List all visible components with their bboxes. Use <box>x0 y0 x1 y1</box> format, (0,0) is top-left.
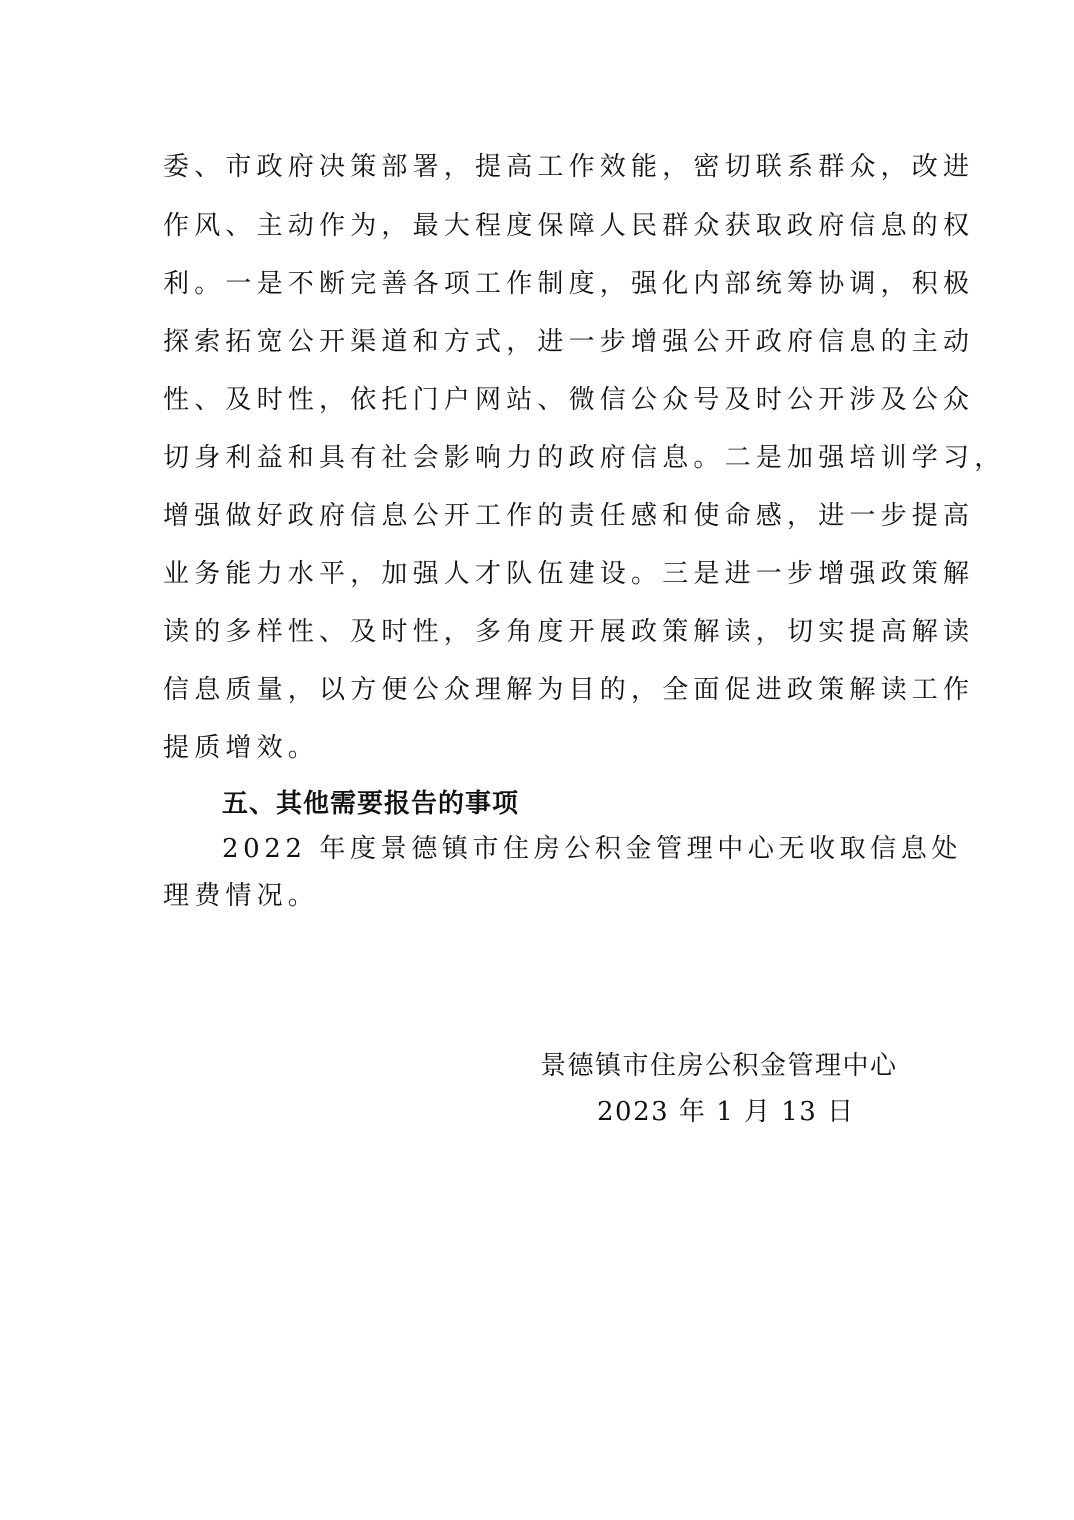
paragraph-line: 切身利益和具有社会影响力的政府信息。二是加强培训学习， <box>163 443 1006 473</box>
paragraph-line: 增强做好政府信息公开工作的责任感和使命感，进一步提高 <box>163 501 975 531</box>
signature-organization: 景德镇市住房公积金管理中心 <box>540 1051 898 1081</box>
paragraph-line: 性、及时性，依托门户网站、微信公众号及时公开涉及公众 <box>163 385 975 415</box>
section-line: 理费情况。 <box>163 881 320 911</box>
paragraph-line: 作风、主动作为，最大程度保障人民群众获取政府信息的权 <box>163 211 975 241</box>
paragraph-line: 委、市政府决策部署，提高工作效能，密切联系群众，改进 <box>163 152 975 182</box>
paragraph-line: 利。一是不断完善各项工作制度，强化内部统筹协调，积极 <box>163 269 975 299</box>
section-heading: 五、其他需要报告的事项 <box>222 789 520 819</box>
paragraph-line: 信息质量，以方便公众理解为目的，全面促进政策解读工作 <box>163 675 975 705</box>
paragraph-line: 读的多样性、及时性，多角度开展政策解读，切实提高解读 <box>163 617 975 647</box>
paragraph-line: 提质增效。 <box>163 733 320 763</box>
paragraph-line: 探索拓宽公开渠道和方式，进一步增强公开政府信息的主动 <box>163 327 975 357</box>
paragraph-line: 业务能力水平，加强人才队伍建设。三是进一步增强政策解 <box>163 559 975 589</box>
section-line: 2022 年度景德镇市住房公积金管理中心无收取信息处 <box>222 834 963 864</box>
signature-date: 2023 年 1 月 13 日 <box>597 1097 855 1127</box>
